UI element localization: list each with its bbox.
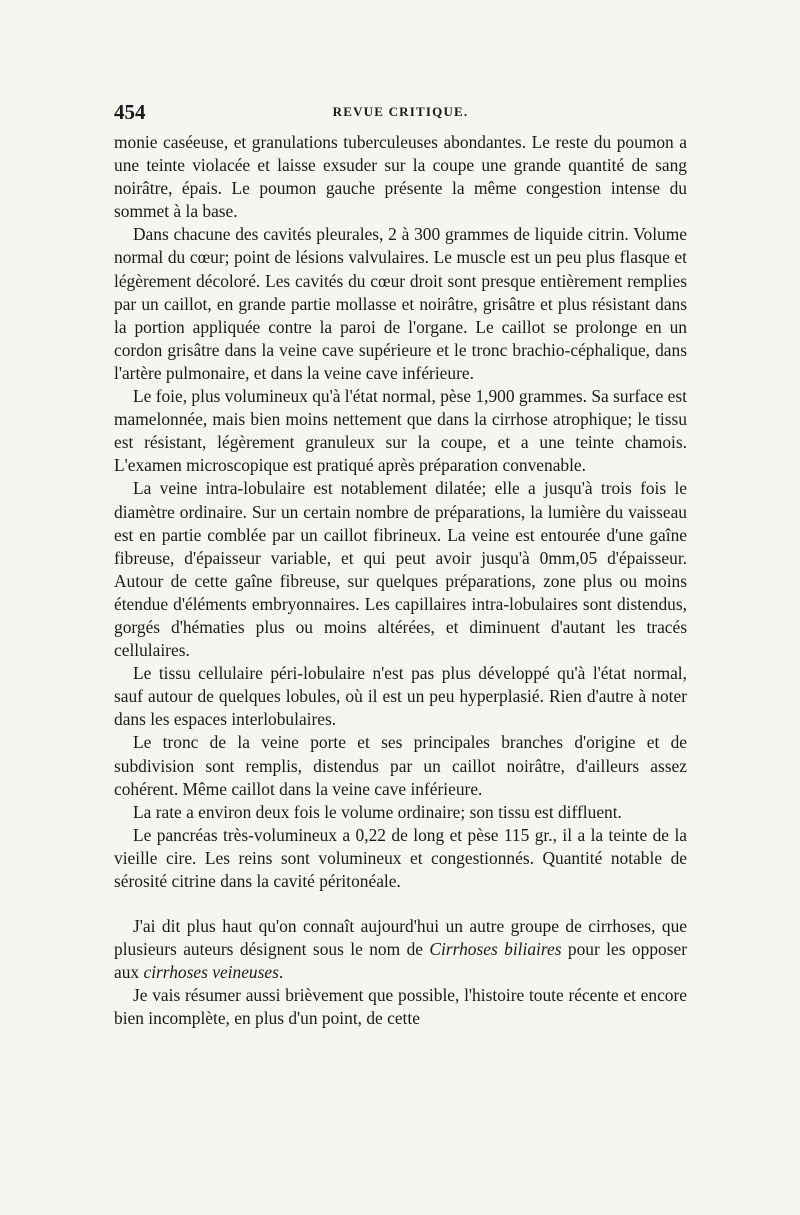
paragraph-veine-intralobulaire: La veine intra-lobulaire est notablement dilatée; elle a jusqu'à trois fois le diamètre ordinaire. Sur un certain nombre de préparations, la lumière du vaisseau est en partie comblée par un caillot fibrineux. La veine est entourée d'une gaîne fibreuse, d'épaisseur variable, et qui peut avoir jusqu'à 0mm,05 d'épaisseur. Autour de cette gaîne fibreuse, sur quelques préparations, zone plus ou moins étendue d'éléments embryonnaires. Les capillaires intra-lobulaires sont distendus, gorgés d'hématies plus ou moins altérées, et diminuent d'autant les tracés cellulaires.: [114, 478, 687, 661]
paragraph-tissu-perilobulaire: Le tissu cellulaire péri-lobulaire n'est pas plus développé qu'à l'état normal, sauf autour de quelques lobules, où il est un peu hyperplasié. Rien d'autre à noter dans les espaces interlobulaires.: [114, 663, 687, 730]
text-run: pour les opposer aux: [114, 939, 687, 983]
paragraph-foie: Le foie, plus volumineux qu'à l'état normal, pèse 1,900 grammes. Sa surface est mamelonnée, mais bien moins nettement que dans la cirrhose atrophique; le tissu est résistant, légèrement granuleux sur la coupe, et a une teinte chamois. L'examen microscopique est pratiqué après préparation convenable.: [114, 386, 687, 476]
page-number: 454: [114, 100, 146, 124]
paragraph-continued: monie caséeuse, et granulations tuberculeuses abondantes. Le reste du poumon a une teinte violacée et laisse exsuder sur la coupe une grande quantité de sang noirâtre, épais. Le poumon gauche présente la même congestion intense du sommet à la base.: [114, 132, 687, 222]
running-title: REVUE CRITIQUE.: [332, 104, 469, 119]
page-header: [114, 100, 687, 124]
paragraph-resume: Je vais résumer aussi brièvement que possible, l'histoire toute récente et encore bien incomplète, en plus d'un point, de cette: [114, 985, 687, 1029]
paragraph-pancreas: Le pancréas très-volumineux a 0,22 de long et pèse 115 gr., il a la teinte de la vieille cire. Les reins sont volumineux et congestionnés. Quantité notable de sérosité citrine dans la cavité péritonéale.: [114, 824, 687, 891]
paragraph-veine-porte: Le tronc de la veine porte et ses principales branches d'origine et de subdivision sont remplis, distendus par un caillot noirâtre, d'ailleurs assez cohérent. Même caillot dans la veine cave inférieure.: [114, 732, 687, 799]
paragraph-cavites: Dans chacune des cavités pleurales, 2 à 300 grammes de liquide citrin. Volume normal du cœur; point de lésions valvulaires. Le muscle est un peu plus flasque et légèrement décoloré. Les cavités du cœur droit sont presque entièrement remplies par un caillot, en grande partie mollasse et noirâtre, grisâtre et plus résistant dans la portion appliquée contre la paroi de l'organe. Le caillot se prolonge en un cordon grisâtre dans la veine cave supérieure et le tronc brachio-céphalique, dans l'artère pulmonaire, et dans la veine cave inférieure.: [114, 224, 687, 383]
paragraph-cirrhoses-biliaires: [114, 915, 687, 984]
italic-term-cirrhoses-veineuses: cirrhoses veineuses: [143, 962, 279, 983]
section-gap: [114, 893, 687, 915]
italic-term-cirrhoses-biliaires: Cirrhoses biliaires: [429, 939, 562, 960]
text-run: J'ai dit plus haut qu'on connaît aujourd'hui un autre groupe de cirrhoses, que plusieurs auteurs désignent sous le nom de: [114, 916, 687, 960]
document-page: [114, 100, 687, 1031]
text-run: .: [278, 962, 284, 983]
paragraph-rate: La rate a environ deux fois le volume ordinaire; son tissu est diffluent.: [133, 801, 622, 822]
